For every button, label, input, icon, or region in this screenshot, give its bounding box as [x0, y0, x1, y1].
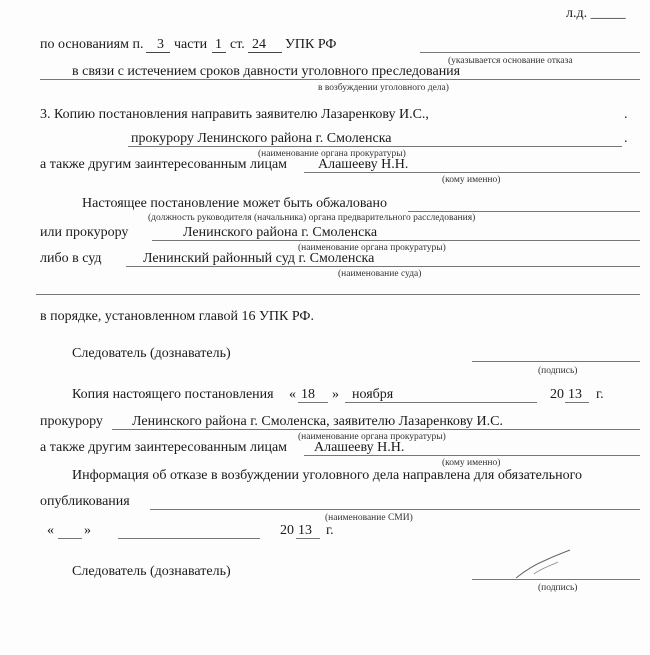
appeal-prosecutor-value: Ленинского района г. Смоленска [183, 225, 378, 240]
copy-prosecutor-dot: . [624, 131, 628, 146]
grounds-part: 1 [215, 37, 222, 52]
copy-others-label: а также другим заинтересованным лицам [40, 157, 288, 172]
copy-sent-others-line [304, 455, 640, 456]
grounds-basis-line [420, 52, 640, 53]
hint-whom-2: (кому именно) [442, 458, 501, 468]
copy-sent-day-line [298, 402, 328, 403]
copy-sent-others-name: Алашееву Н.Н. [314, 440, 405, 455]
media-year-unit: г. [326, 523, 334, 538]
media-year-prefix: 20 [280, 523, 294, 538]
copy-prosecutor: прокурору Ленинского района г. Смоленска [131, 131, 392, 146]
copy-item: 3. Копию постановления направить заявителю Лазаренкову И.С., [40, 107, 429, 122]
appeal-court-value: Ленинский районный суд г. Смоленска [143, 251, 375, 266]
copy-sent-others-label: а также другим заинтересованным лицам [40, 440, 288, 455]
copy-sent-day: 18 [301, 387, 315, 402]
appeal-procedure: в порядке, установленном главой 16 УПК РФ. [40, 309, 314, 324]
hint-investigation-head: (должность руководителя (начальника) органа предварительного расследования) [148, 213, 476, 223]
grounds-point: 3 [157, 37, 164, 52]
copy-others-name: Алашееву Н.Н. [318, 157, 409, 172]
copy-sent-year-unit: г. [596, 387, 604, 402]
hint-court: (наименование суда) [338, 269, 422, 279]
copy-sent-year-prefix: 20 [550, 387, 564, 402]
hint-media: (наименование СМИ) [325, 513, 413, 523]
appeal-text: Настоящее постановление может быть обжаловано [82, 196, 387, 211]
copy-dot-right: . [624, 107, 628, 122]
grounds-code: УПК РФ [285, 37, 337, 52]
signature-line-1 [472, 361, 640, 362]
copy-sent-month: ноября [352, 387, 394, 402]
hint-refusal-basis: (указывается основание отказа [448, 56, 573, 66]
appeal-blank-line [36, 294, 640, 295]
media-year-line [296, 538, 320, 539]
copy-sent-prosecutor-label: прокурору [40, 414, 103, 429]
hint-prosecutor-office: (наименование органа прокуратуры) [258, 149, 406, 159]
media-line-1: Информация об отказе в возбуждении уголовного дела направлена для обязательного [72, 468, 583, 483]
grounds-reason: в связи с истечением сроков давности уголовного преследования [72, 64, 461, 79]
reason-line [68, 79, 640, 80]
page-reference: л.д. _____ [566, 6, 626, 21]
grounds-article-label: ст. [230, 37, 245, 52]
copy-sent-label: Копия настоящего постановления [72, 387, 274, 402]
media-day-line [58, 538, 82, 539]
signature-scribble [512, 544, 576, 584]
hint-prosecutor-office-2: (наименование органа прокуратуры) [298, 243, 446, 253]
appeal-line [408, 211, 640, 212]
appeal-court-label: либо в суд [40, 251, 102, 266]
signature-line-2 [472, 579, 640, 580]
hint-signature-1: (подпись) [538, 366, 578, 376]
copy-sent-year-suffix: 13 [568, 387, 582, 402]
hint-whom: (кому именно) [442, 175, 501, 185]
investigator-label-1: Следователь (дознаватель) [72, 346, 231, 361]
appeal-court-line [126, 266, 640, 267]
copy-sent-year-line [565, 402, 589, 403]
copy-prosecutor-line [128, 146, 622, 147]
copy-sent-prosecutor-value: Ленинского района г. Смоленска, заявителю Лазаренкову И.С. [132, 414, 503, 429]
grounds-part-label: части [174, 37, 208, 52]
grounds-article: 24 [252, 37, 266, 52]
reason-left-line [40, 79, 68, 80]
media-name-line [150, 509, 640, 510]
hint-signature-2: (подпись) [538, 583, 578, 593]
media-line-2: опубликования [40, 494, 130, 509]
copy-sent-quote-open: « [289, 387, 296, 402]
copy-sent-month-line [345, 402, 537, 403]
media-year-suffix: 13 [298, 523, 312, 538]
media-month-line [118, 538, 260, 539]
hint-prosecutor-office-3: (наименование органа прокуратуры) [298, 432, 446, 442]
media-quote-close: » [84, 523, 91, 538]
copy-sent-prosecutor-line [112, 429, 640, 430]
media-quote-open: « [47, 523, 54, 538]
appeal-prosecutor-line [152, 240, 640, 241]
investigator-label-2: Следователь (дознаватель) [72, 564, 231, 579]
copy-sent-quote-close: » [332, 387, 339, 402]
appeal-prosecutor-label: или прокурору [40, 225, 129, 240]
copy-others-line [304, 172, 640, 173]
grounds-prefix: по основаниям п. [40, 37, 144, 52]
hint-case: в возбуждении уголовного дела) [318, 83, 449, 93]
